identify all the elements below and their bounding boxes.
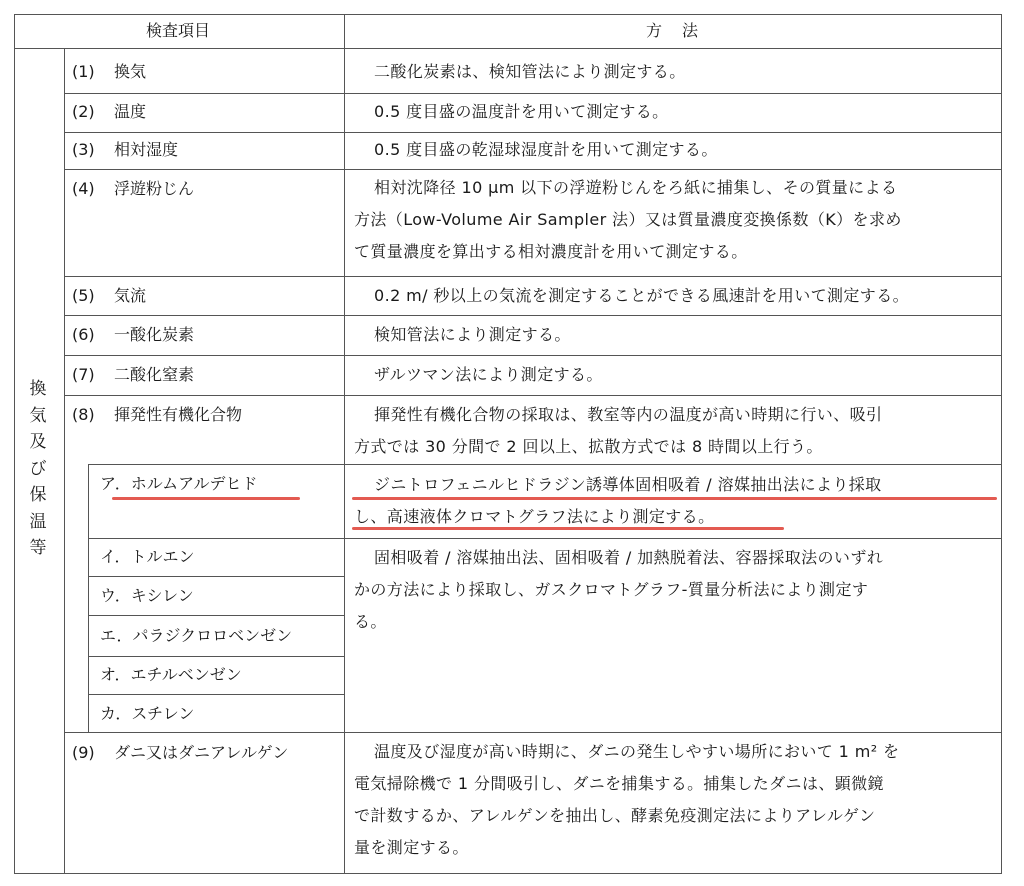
row-number: (8) <box>72 405 95 424</box>
row-item-name: 二酸化窒素 <box>114 365 195 384</box>
border-bottom <box>14 873 1002 874</box>
method-line: で計数するか、アレルゲンを抽出し、酵素免疫測定法によりアレルゲン <box>354 806 876 825</box>
method-line: 検知管法により測定する。 <box>374 325 571 344</box>
row-number: (1) <box>72 62 95 81</box>
row-divider <box>88 538 1002 539</box>
row-number: (3) <box>72 140 95 159</box>
row-item-name: 揮発性有機化合物 <box>114 405 243 424</box>
row-method <box>354 280 909 312</box>
method-line: 0.2 m/ 秒以上の気流を測定することができる風速計を用いて測定する。 <box>374 286 909 305</box>
row-divider <box>88 615 344 616</box>
row-method <box>354 736 899 864</box>
inspection-table <box>14 14 1002 874</box>
method-line: 揮発性有機化合物の採取は、教室等内の温度が高い時期に行い、吸引 <box>374 405 883 424</box>
subitem-others-method <box>354 542 883 638</box>
category-label <box>28 376 48 562</box>
subitem-label: エ．パラジクロロベンゼン <box>100 626 293 645</box>
row-method <box>354 399 882 463</box>
category-char: 換 <box>29 379 47 399</box>
row-item-name: 換気 <box>114 62 147 81</box>
subitem-formaldehyde-method <box>354 469 882 533</box>
method-line: 0.5 度目盛の温度計を用いて測定する。 <box>374 102 669 121</box>
row-divider <box>64 93 1002 94</box>
subitem-formaldehyde: ア．ホルムアルデヒド <box>100 474 258 493</box>
row-divider <box>88 694 344 695</box>
method-line: 二酸化炭素は、検知管法により測定する。 <box>374 62 686 81</box>
row-divider <box>64 732 1002 733</box>
highlight-underline <box>352 497 997 500</box>
row-divider <box>64 276 1002 277</box>
subitem-label: カ．スチレン <box>100 704 195 723</box>
category-char: 気 <box>29 405 47 426</box>
category-char: 及 <box>29 432 47 452</box>
method-line: 方法（Low-Volume Air Sampler 法）又は質量濃度変換係数（K）を求め <box>354 210 902 229</box>
row-item-name: 相対湿度 <box>114 140 179 159</box>
column-divider <box>344 14 345 874</box>
row-divider <box>64 355 1002 356</box>
row-divider <box>64 395 1002 396</box>
method-line: ザルツマン法により測定する。 <box>374 365 603 384</box>
row-divider <box>88 464 1002 465</box>
row-number: (7) <box>72 365 95 384</box>
row-item-name: ダニ又はダニアレルゲン <box>114 743 289 762</box>
row-divider <box>64 169 1002 170</box>
category-char: 等 <box>29 538 47 558</box>
method-line: 0.5 度目盛の乾湿球湿度計を用いて測定する。 <box>374 140 718 159</box>
border-left <box>14 14 15 874</box>
row-number: (4) <box>72 179 95 198</box>
method-line: 固相吸着 / 溶媒抽出法、固相吸着 / 加熱脱着法、容器採取法のいずれ <box>374 548 884 567</box>
subitem-divider <box>88 464 89 732</box>
method-line: 量を測定する。 <box>354 838 469 857</box>
row-method <box>354 56 686 88</box>
row-method <box>354 359 603 391</box>
row-number: (9) <box>72 743 95 762</box>
row-item-name: 温度 <box>114 102 147 121</box>
row-item-name: 気流 <box>114 286 147 305</box>
method-line: 温度及び湿度が高い時期に、ダニの発生しやすい場所において 1 m² を <box>374 742 900 761</box>
header-item: 検査項目 <box>146 21 211 40</box>
header-divider <box>14 48 1002 49</box>
highlight-underline <box>112 497 300 500</box>
subitem-label: ウ．キシレン <box>100 586 194 605</box>
row-number: (5) <box>72 286 95 305</box>
method-line: 方式では 30 分間で 2 回以上、拡散方式では 8 時間以上行う。 <box>354 437 823 456</box>
row-divider <box>64 315 1002 316</box>
category-char: 温 <box>29 511 47 532</box>
highlight-underline <box>352 527 784 530</box>
row-method <box>354 134 718 166</box>
method-line: し、高速液体クロマトグラフ法により測定する。 <box>354 507 715 526</box>
category-char: 保 <box>29 485 47 505</box>
row-item-name: 浮遊粉じん <box>114 179 195 198</box>
method-line: ジニトロフェニルヒドラジン誘導体固相吸着 / 溶媒抽出法により採取 <box>374 475 882 494</box>
row-divider <box>64 132 1002 133</box>
border-top <box>14 14 1002 15</box>
row-divider <box>88 576 344 577</box>
method-line: る。 <box>354 612 387 631</box>
row-method <box>354 96 669 128</box>
method-line: 相対沈降径 10 μm 以下の浮遊粉じんをろ紙に捕集し、その質量による <box>374 178 898 197</box>
border-right <box>1001 14 1002 874</box>
method-line: て質量濃度を算出する相対濃度計を用いて測定する。 <box>354 242 748 261</box>
row-item-name: 一酸化炭素 <box>114 325 195 344</box>
category-divider <box>64 48 65 874</box>
row-number: (2) <box>72 102 95 121</box>
method-line: かの方法により採取し、ガスクロマトグラフ-質量分析法により測定す <box>354 580 869 599</box>
row-method <box>354 172 902 268</box>
row-method <box>354 319 571 351</box>
subitem-label: イ．トルエン <box>100 547 195 566</box>
subitem-label: オ．エチルベンゼン <box>100 665 242 684</box>
row-number: (6) <box>72 325 95 344</box>
header-method: 方 法 <box>646 21 701 40</box>
method-line: 電気掃除機で 1 分間吸引し、ダニを捕集する。捕集したダニは、顕微鏡 <box>354 774 884 793</box>
row-divider <box>88 656 344 657</box>
category-char: び <box>29 458 47 479</box>
